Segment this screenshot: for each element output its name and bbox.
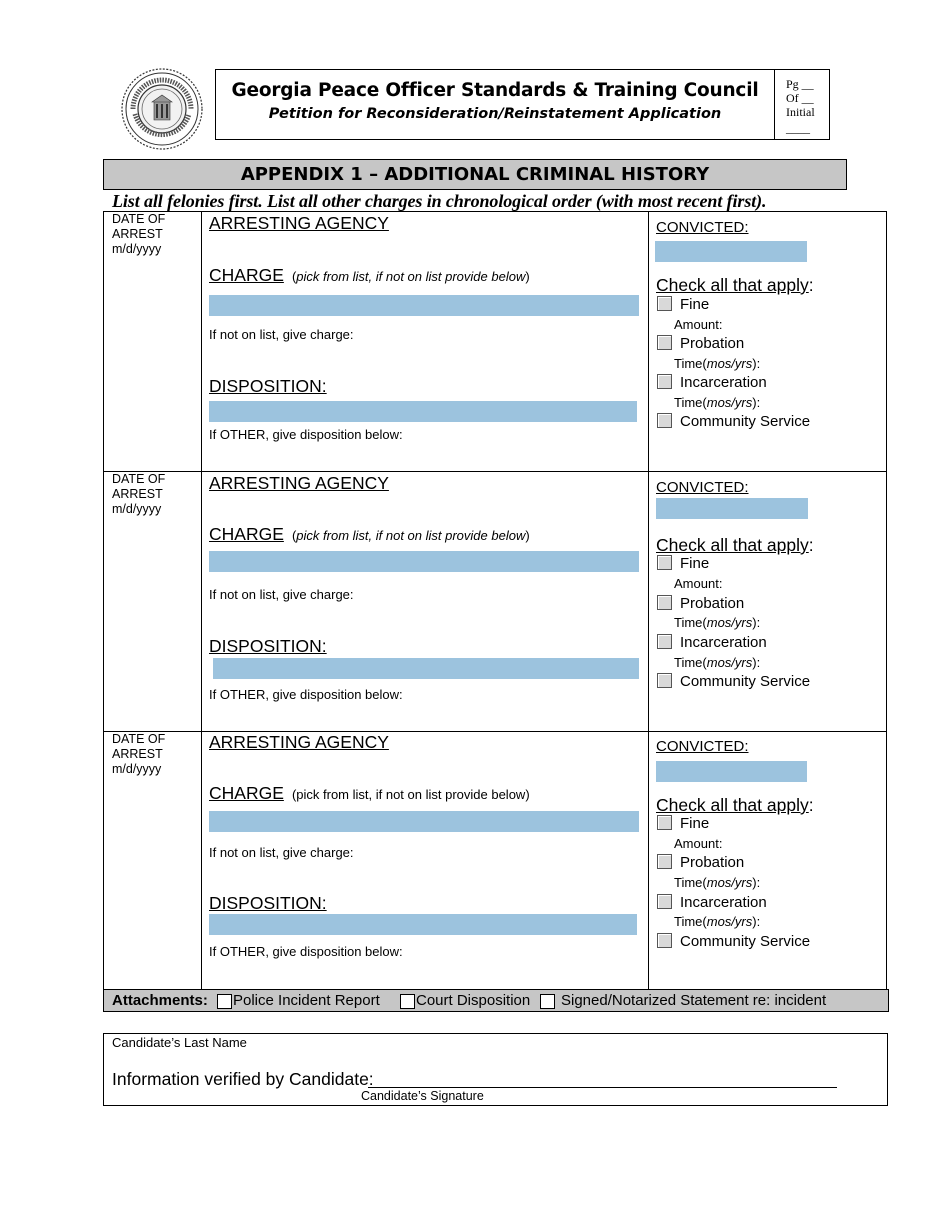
fine-checkbox[interactable] <box>657 296 672 311</box>
probation-time-label: Time(mos/yrs): <box>674 875 761 890</box>
incarceration-checkbox[interactable] <box>657 374 672 389</box>
probation-time-label: Time(mos/yrs): <box>674 356 761 371</box>
charge-other-label: If not on list, give charge: <box>209 587 354 602</box>
disposition-select[interactable] <box>213 658 639 679</box>
charge-other-label: If not on list, give charge: <box>209 845 354 860</box>
appendix-title: APPENDIX 1 – ADDITIONAL CRIMINAL HISTORY <box>103 159 847 190</box>
probation-checkbox[interactable] <box>657 335 672 350</box>
probation-checkbox[interactable] <box>657 595 672 610</box>
probation-label: Probation <box>680 595 745 612</box>
charge-select[interactable] <box>209 811 639 832</box>
disposition-other-label: If OTHER, give disposition below: <box>209 687 403 702</box>
disposition-select[interactable] <box>209 914 637 935</box>
date-of-arrest-label: DATE OF ARREST m/d/yyyy <box>112 732 166 776</box>
date-of-arrest-label: DATE OF ARREST m/d/yyyy <box>112 212 166 256</box>
georgia-post-seal <box>121 68 203 150</box>
incarceration-time-label: Time(mos/yrs): <box>674 914 761 929</box>
candidate-verification-box <box>103 1033 888 1106</box>
incarceration-label: Incarceration <box>680 634 767 651</box>
page-number-field[interactable]: Pg __ <box>786 77 814 91</box>
attachments-label: Attachments: <box>112 992 208 1009</box>
community-service-label: Community Service <box>680 413 811 430</box>
fine-label: Fine <box>680 296 710 313</box>
convicted-select[interactable] <box>656 498 808 519</box>
verified-by-label: Information verified by Candidate: <box>112 1069 374 1089</box>
convicted-label: CONVICTED: <box>656 219 749 236</box>
incarceration-time-label: Time(mos/yrs): <box>674 395 761 410</box>
form-header-box <box>215 69 830 140</box>
probation-label: Probation <box>680 335 745 352</box>
initial-label: Initial <box>786 105 815 119</box>
arresting-agency-label: ARRESTING AGENCY <box>209 732 389 752</box>
incarceration-label: Incarceration <box>680 374 767 391</box>
date-of-arrest-label: DATE OF ARREST m/d/yyyy <box>112 472 166 516</box>
signature-line[interactable] <box>368 1087 837 1088</box>
incarceration-checkbox[interactable] <box>657 894 672 909</box>
police-report-checkbox[interactable] <box>217 994 232 1009</box>
fine-checkbox[interactable] <box>657 555 672 570</box>
charge-select[interactable] <box>209 295 639 316</box>
page-of-field[interactable]: Of __ <box>786 91 814 105</box>
community-service-checkbox[interactable] <box>657 413 672 428</box>
disposition-label: DISPOSITION: <box>209 893 327 913</box>
initial-field[interactable]: ____ <box>786 121 810 135</box>
convicted-select[interactable] <box>655 241 807 262</box>
amount-label: Amount: <box>674 576 723 591</box>
amount-label: Amount: <box>674 317 723 332</box>
signature-caption: Candidate’s Signature <box>361 1089 484 1103</box>
convicted-label: CONVICTED: <box>656 479 749 496</box>
probation-checkbox[interactable] <box>657 854 672 869</box>
disposition-select[interactable] <box>209 401 637 422</box>
incarceration-checkbox[interactable] <box>657 634 672 649</box>
instructions-text: List all felonies first. List all other charges in chronological order (with most recent first). <box>112 191 767 211</box>
disposition-other-label: If OTHER, give disposition below: <box>209 944 403 959</box>
disposition-label: DISPOSITION: <box>209 376 327 396</box>
court-disposition-label: Court Disposition <box>416 992 531 1009</box>
signed-statement-label: Signed/Notarized Statement re: incident <box>561 992 827 1009</box>
amount-label: Amount: <box>674 836 723 851</box>
community-service-label: Community Service <box>680 673 811 690</box>
charge-other-label: If not on list, give charge: <box>209 327 354 342</box>
application-subtitle: Petition for Reconsideration/Reinstatement Application <box>268 106 722 122</box>
disposition-other-label: If OTHER, give disposition below: <box>209 427 403 442</box>
disposition-label: DISPOSITION: <box>209 636 327 656</box>
arresting-agency-label: ARRESTING AGENCY <box>209 473 389 493</box>
charge-select[interactable] <box>209 551 639 572</box>
council-title: Georgia Peace Officer Standards & Training Council <box>231 80 759 101</box>
charge-label: CHARGE (pick from list, if not on list provide below) <box>209 265 530 285</box>
check-all-label: Check all that apply: <box>656 535 814 555</box>
convicted-select[interactable] <box>656 761 807 782</box>
probation-label: Probation <box>680 854 745 871</box>
community-service-checkbox[interactable] <box>657 673 672 688</box>
check-all-label: Check all that apply: <box>656 275 814 295</box>
incarceration-time-label: Time(mos/yrs): <box>674 655 761 670</box>
charge-label: CHARGE (pick from list, if not on list provide below) <box>209 783 530 803</box>
fine-checkbox[interactable] <box>657 815 672 830</box>
charge-label: CHARGE (pick from list, if not on list provide below) <box>209 524 530 544</box>
probation-time-label: Time(mos/yrs): <box>674 615 761 630</box>
police-report-label: Police Incident Report <box>233 992 380 1009</box>
fine-label: Fine <box>680 815 710 832</box>
check-all-label: Check all that apply: <box>656 795 814 815</box>
fine-label: Fine <box>680 555 710 572</box>
attachments-bar <box>103 989 889 1012</box>
signed-statement-checkbox[interactable] <box>540 994 555 1009</box>
community-service-checkbox[interactable] <box>657 933 672 948</box>
arresting-agency-label: ARRESTING AGENCY <box>209 213 389 233</box>
incarceration-label: Incarceration <box>680 894 767 911</box>
court-disposition-checkbox[interactable] <box>400 994 415 1009</box>
community-service-label: Community Service <box>680 933 811 950</box>
candidate-last-name-label: Candidate’s Last Name <box>112 1035 247 1050</box>
convicted-label: CONVICTED: <box>656 738 749 755</box>
